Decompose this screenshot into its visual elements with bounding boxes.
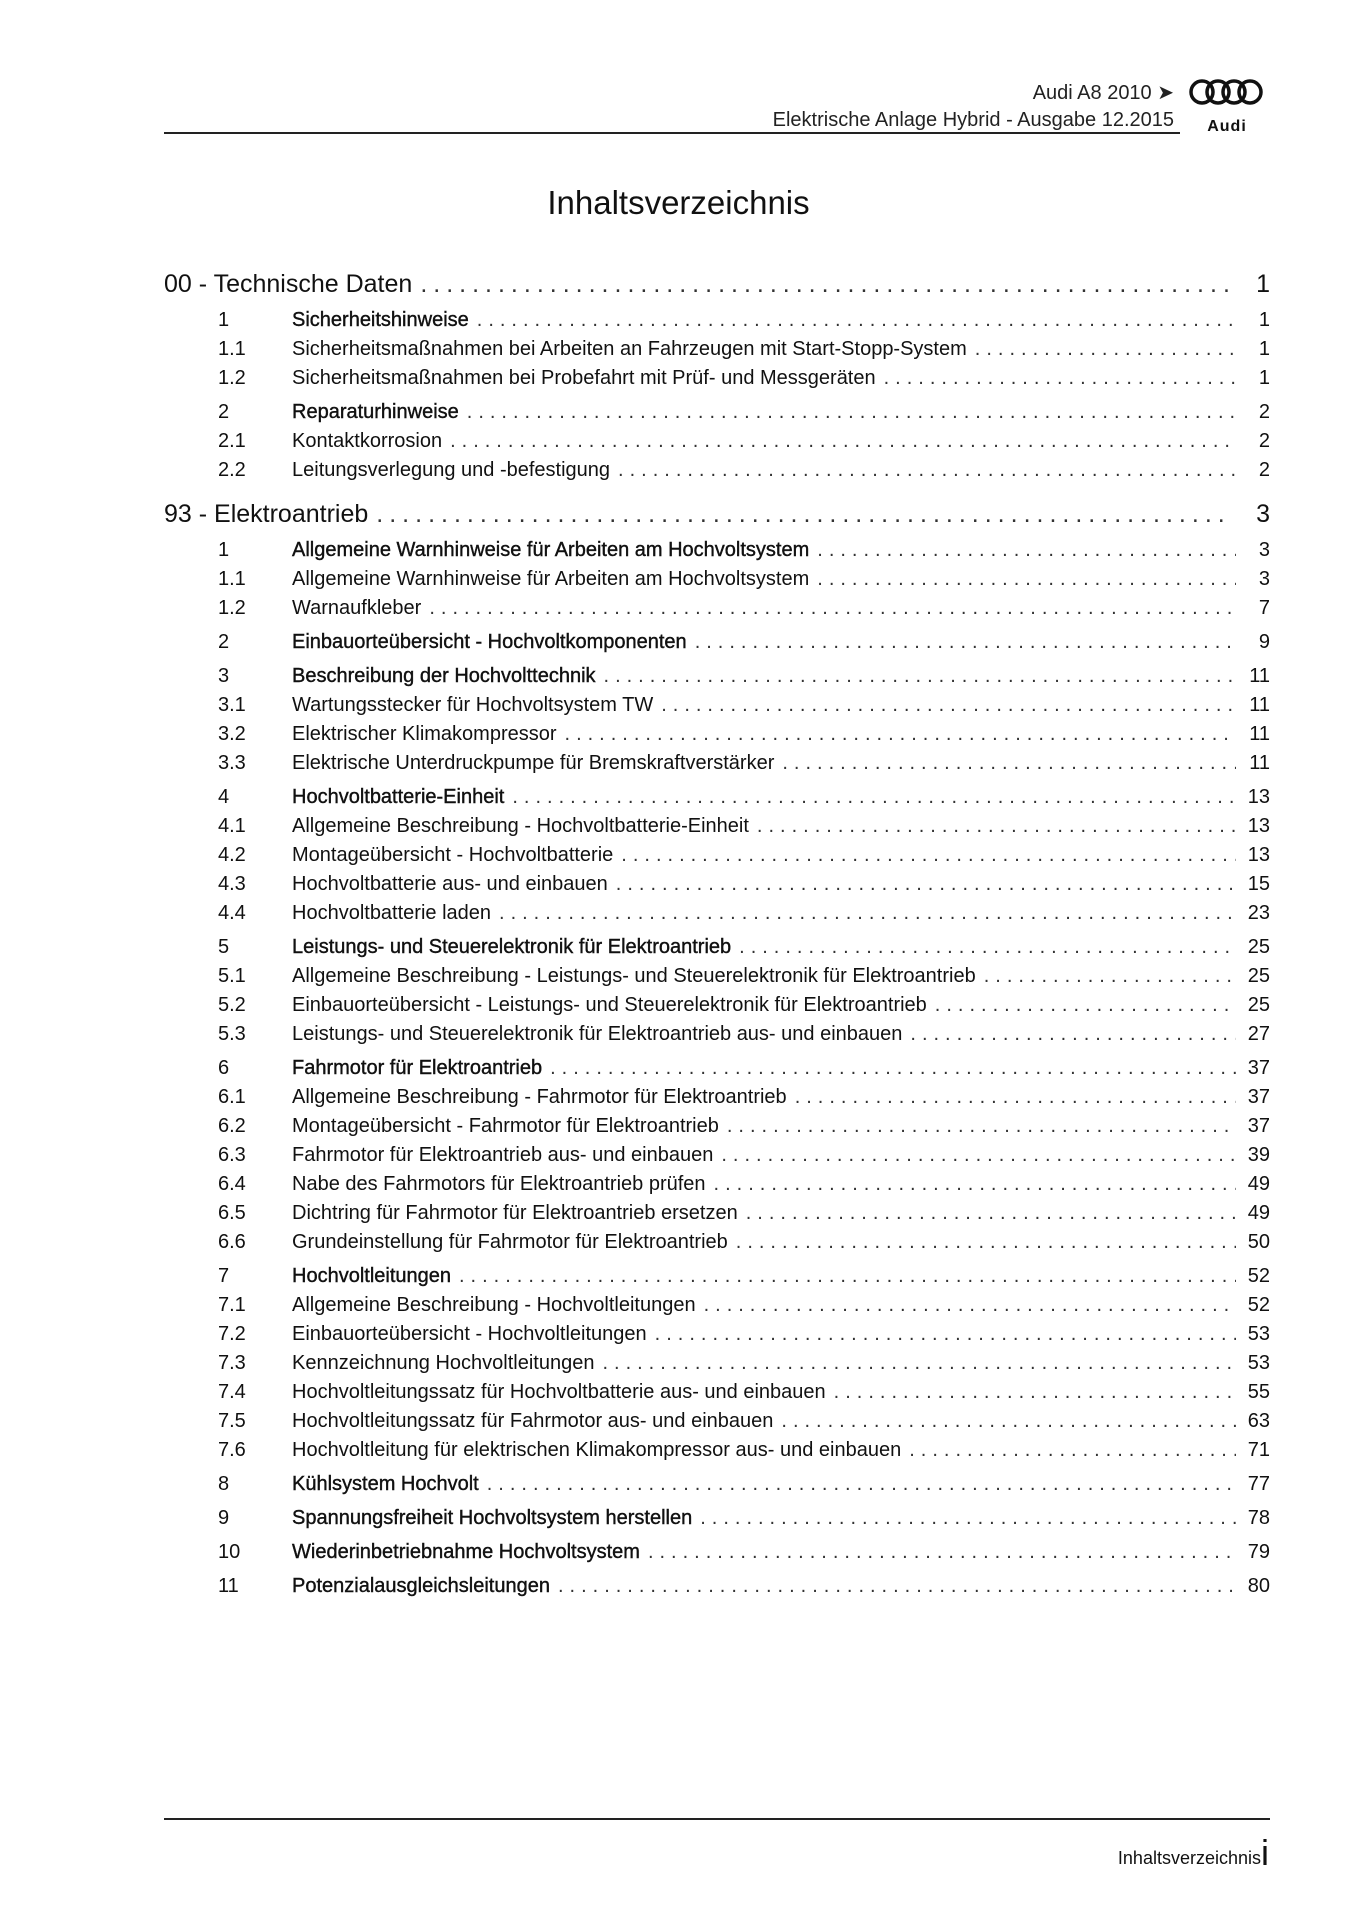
dot-leader [884, 364, 1236, 393]
entry-number: 1 [218, 539, 230, 561]
dot-leader [655, 1320, 1236, 1349]
entry-title: Allgemeine Warnhinweise für Arbeiten am Hochvoltsystem [292, 539, 810, 561]
toc-entry[interactable] [218, 1170, 1270, 1199]
entry-number: 7.5 [218, 1410, 246, 1432]
entry-page-number: 13 [1247, 815, 1270, 837]
toc-entry[interactable] [218, 1470, 1270, 1499]
toc-entry[interactable] [218, 306, 1270, 335]
toc-section-heading[interactable] [164, 492, 1270, 536]
toc-entry[interactable] [218, 1436, 1270, 1465]
entry-title: Elektrische Unterdruckpumpe für Bremskraftverstärker [292, 752, 775, 774]
header-text [773, 80, 1174, 134]
footer-label: Inhaltsverzeichnis [1117, 1848, 1261, 1868]
entry-title: Sicherheitsmaßnahmen bei Arbeiten an Fahrzeugen mit Start-Stopp-System [292, 338, 967, 360]
entry-page-number: 49 [1247, 1173, 1270, 1195]
entry-number: 4 [218, 786, 230, 808]
entry-title: Elektrischer Klimakompressor [292, 723, 557, 745]
dot-leader [376, 492, 1232, 536]
section-page-number: 1 [1256, 270, 1270, 298]
entry-title: Einbauorteübersicht - Hochvoltkomponenten [292, 631, 687, 653]
toc-entry[interactable] [218, 1083, 1270, 1112]
dot-leader [975, 335, 1236, 364]
toc-entry[interactable] [218, 456, 1270, 485]
entry-number: 6.2 [218, 1115, 246, 1137]
entry-page-number: 39 [1247, 1144, 1270, 1166]
toc-entry[interactable] [218, 962, 1270, 991]
toc-entry[interactable] [218, 1572, 1270, 1601]
dot-leader [757, 812, 1236, 841]
entry-number: 9 [218, 1507, 230, 1529]
toc-entry[interactable] [218, 933, 1270, 962]
entry-page-number: 78 [1247, 1507, 1270, 1529]
entry-page-number: 1 [1258, 338, 1270, 360]
entry-title: Potenzialausgleichsleitungen [292, 1575, 550, 1597]
entry-title: Leitungsverlegung und -befestigung [292, 459, 611, 481]
entry-title: Hochvoltleitungssatz für Hochvoltbatterie aus- und einbauen [292, 1381, 826, 1403]
entry-number: 5.2 [218, 994, 246, 1016]
entry-number: 7.6 [218, 1439, 246, 1461]
header-model: Audi A8 2010 ➤ [1032, 82, 1174, 104]
dot-leader [984, 962, 1236, 991]
entry-page-number: 9 [1258, 631, 1270, 653]
entry-title: Allgemeine Beschreibung - Hochvoltleitungen [292, 1294, 696, 1316]
section-page-number: 3 [1256, 500, 1270, 528]
entry-title: Hochvoltbatterie aus- und einbauen [292, 873, 608, 895]
entry-title: Montageübersicht - Hochvoltbatterie [292, 844, 614, 866]
dot-leader [935, 991, 1236, 1020]
entry-number: 6.4 [218, 1173, 246, 1195]
dot-leader [661, 691, 1236, 720]
dot-leader [909, 1436, 1236, 1465]
entry-number: 4.1 [218, 815, 246, 837]
entry-number: 2 [218, 631, 230, 653]
dot-leader [727, 1112, 1236, 1141]
entry-page-number: 25 [1247, 936, 1270, 958]
entry-page-number: 23 [1247, 902, 1270, 924]
dot-leader [550, 1054, 1236, 1083]
toc-entry[interactable] [218, 783, 1270, 812]
entry-number: 3.1 [218, 694, 246, 716]
toc-entry[interactable] [218, 1262, 1270, 1291]
entry-page-number: 55 [1247, 1381, 1270, 1403]
entry-number: 1.1 [218, 338, 246, 360]
entry-page-number: 52 [1247, 1294, 1270, 1316]
dot-leader [487, 1470, 1236, 1499]
toc-entry-list [164, 536, 1270, 1601]
toc-entry[interactable] [218, 1020, 1270, 1049]
footer-rule [164, 1818, 1270, 1820]
entry-title: Hochvoltbatterie-Einheit [292, 786, 505, 808]
toc-entry[interactable] [218, 841, 1270, 870]
entry-number: 1.2 [218, 367, 246, 389]
entry-page-number: 79 [1247, 1541, 1270, 1563]
dot-leader [910, 1020, 1236, 1049]
entry-number: 6.5 [218, 1202, 246, 1224]
entry-title: Sicherheitsmaßnahmen bei Probefahrt mit Prüf- und Messgeräten [292, 367, 876, 389]
entry-number: 11 [218, 1575, 239, 1597]
entry-number: 1.1 [218, 568, 246, 590]
dot-leader [618, 456, 1236, 485]
toc-entry[interactable] [218, 1320, 1270, 1349]
entry-page-number: 11 [1249, 694, 1270, 716]
dot-leader [695, 628, 1236, 657]
entry-page-number: 53 [1247, 1323, 1270, 1345]
toc-entry[interactable] [218, 1538, 1270, 1567]
entry-page-number: 11 [1249, 723, 1270, 745]
entry-title: Allgemeine Beschreibung - Hochvoltbatterie-Einheit [292, 815, 749, 837]
entry-page-number: 1 [1258, 367, 1270, 389]
dot-leader [834, 1378, 1236, 1407]
dot-leader [459, 1262, 1236, 1291]
entry-number: 3 [218, 665, 230, 687]
dot-leader [714, 1170, 1236, 1199]
entry-title: Sicherheitshinweise [292, 309, 469, 331]
entry-number: 6.3 [218, 1144, 246, 1166]
entry-number: 6.6 [218, 1231, 246, 1253]
entry-page-number: 52 [1247, 1265, 1270, 1287]
toc-entry[interactable] [218, 991, 1270, 1020]
toc-entry[interactable] [218, 1112, 1270, 1141]
header-rule [164, 132, 1180, 134]
entry-title: Leistungs- und Steuerelektronik für Elektroantrieb [292, 936, 732, 958]
entry-page-number: 53 [1247, 1352, 1270, 1374]
toc-entry[interactable] [218, 1407, 1270, 1436]
dot-leader [467, 398, 1236, 427]
dot-leader [616, 870, 1236, 899]
entry-page-number: 25 [1247, 965, 1270, 987]
entry-title: Einbauorteübersicht - Leistungs- und Steuerelektronik für Elektroantrieb [292, 994, 927, 1016]
toc-entry[interactable] [218, 536, 1270, 565]
entry-title: Hochvoltleitungssatz für Fahrmotor aus- und einbauen [292, 1410, 774, 1432]
toc-entry[interactable] [218, 720, 1270, 749]
entry-title: Einbauorteübersicht - Hochvoltleitungen [292, 1323, 647, 1345]
dot-leader [781, 1407, 1236, 1436]
entry-title: Dichtring für Fahrmotor für Elektroantrieb ersetzen [292, 1202, 738, 1224]
dot-leader [604, 662, 1236, 691]
dot-leader [746, 1199, 1236, 1228]
entry-title: Wartungsstecker für Hochvoltsystem TW [292, 694, 654, 716]
entry-title: Fahrmotor für Elektroantrieb aus- und einbauen [292, 1144, 714, 1166]
entry-title: Leistungs- und Steuerelektronik für Elektroantrieb aus- und einbauen [292, 1023, 903, 1045]
table-of-contents [164, 262, 1270, 1608]
entry-page-number: 2 [1258, 401, 1270, 423]
entry-title: Kennzeichnung Hochvoltleitungen [292, 1352, 595, 1374]
entry-number: 5 [218, 936, 230, 958]
entry-title: Kontaktkorrosion [292, 430, 443, 452]
toc-entry[interactable] [218, 1199, 1270, 1228]
dot-leader [429, 594, 1236, 623]
entry-title: Allgemeine Warnhinweise für Arbeiten am Hochvoltsystem [292, 568, 810, 590]
entry-page-number: 2 [1258, 459, 1270, 481]
logo-wordmark: Audi [1207, 118, 1247, 135]
dot-leader [648, 1538, 1236, 1567]
entry-page-number: 2 [1258, 430, 1270, 452]
entry-title: Allgemeine Beschreibung - Fahrmotor für Elektroantrieb [292, 1086, 787, 1108]
entry-number: 8 [218, 1473, 230, 1495]
toc-entry[interactable] [218, 899, 1270, 928]
entry-page-number: 25 [1247, 994, 1270, 1016]
section-title: 93 - Elektroantrieb [164, 500, 369, 528]
toc-entry-list [164, 306, 1270, 485]
dot-leader [450, 427, 1236, 456]
entry-page-number: 11 [1249, 665, 1270, 687]
toc-entry[interactable] [218, 662, 1270, 691]
entry-page-number: 27 [1247, 1023, 1270, 1045]
audi-rings-icon [1184, 78, 1270, 110]
header-subtitle: Elektrische Anlage Hybrid - Ausgabe 12.2015 [772, 109, 1174, 131]
entry-number: 2.1 [218, 430, 246, 452]
page-title: Inhaltsverzeichnis [547, 184, 810, 221]
entry-page-number: 37 [1247, 1086, 1270, 1108]
dot-leader [736, 1228, 1236, 1257]
entry-title: Kühlsystem Hochvolt [292, 1473, 479, 1495]
dot-leader [558, 1572, 1236, 1601]
dot-leader [739, 933, 1236, 962]
entry-number: 7.4 [218, 1381, 246, 1403]
entry-number: 4.3 [218, 873, 246, 895]
dot-leader [477, 306, 1236, 335]
footer-page-number: i [1261, 1832, 1269, 1873]
dot-leader [817, 565, 1236, 594]
entry-page-number: 7 [1258, 597, 1270, 619]
entry-number: 4.4 [218, 902, 246, 924]
entry-title: Spannungsfreiheit Hochvoltsystem herstellen [292, 1507, 693, 1529]
toc-entry[interactable] [218, 1378, 1270, 1407]
toc-section [164, 262, 1270, 485]
entry-page-number: 49 [1247, 1202, 1270, 1224]
entry-title: Beschreibung der Hochvolttechnik [292, 665, 596, 687]
toc-entry[interactable] [218, 749, 1270, 778]
audi-logo [1184, 78, 1270, 134]
dot-leader [721, 1141, 1236, 1170]
entry-title: Warnaufkleber [292, 597, 422, 619]
toc-entry[interactable] [218, 628, 1270, 657]
toc-entry[interactable] [218, 335, 1270, 364]
dot-leader [602, 1349, 1236, 1378]
toc-entry[interactable] [218, 1291, 1270, 1320]
entry-number: 7.2 [218, 1323, 246, 1345]
entry-number: 7.1 [218, 1294, 246, 1316]
entry-title: Allgemeine Beschreibung - Leistungs- und Steuerelektronik für Elektroantrieb [292, 965, 976, 987]
entry-page-number: 77 [1247, 1473, 1270, 1495]
entry-title: Montageübersicht - Fahrmotor für Elektroantrieb [292, 1115, 719, 1137]
entry-page-number: 13 [1247, 844, 1270, 866]
toc-entry[interactable] [218, 1141, 1270, 1170]
dot-leader [817, 536, 1236, 565]
toc-entry[interactable] [218, 364, 1270, 393]
entry-number: 6 [218, 1057, 230, 1079]
entry-page-number: 50 [1247, 1231, 1270, 1253]
entry-page-number: 3 [1258, 539, 1270, 561]
entry-number: 7.3 [218, 1352, 246, 1374]
entry-number: 10 [218, 1541, 241, 1563]
entry-number: 3.3 [218, 752, 246, 774]
entry-title: Hochvoltbatterie laden [292, 902, 492, 924]
entry-page-number: 1 [1258, 309, 1270, 331]
dot-leader [499, 899, 1236, 928]
dot-leader [782, 749, 1236, 778]
entry-number: 2 [218, 401, 230, 423]
entry-page-number: 11 [1249, 752, 1270, 774]
section-title: 00 - Technische Daten [164, 270, 413, 298]
entry-number: 2.2 [218, 459, 246, 481]
entry-number: 5.3 [218, 1023, 246, 1045]
toc-entry[interactable] [218, 427, 1270, 456]
toc-entry[interactable] [218, 870, 1270, 899]
dot-leader [420, 262, 1232, 306]
entry-title: Fahrmotor für Elektroantrieb [292, 1057, 543, 1079]
toc-entry[interactable] [218, 398, 1270, 427]
dot-leader [700, 1504, 1236, 1533]
entry-number: 1 [218, 309, 230, 331]
entry-number: 1.2 [218, 597, 246, 619]
entry-title: Grundeinstellung für Fahrmotor für Elektroantrieb [292, 1231, 728, 1253]
entry-page-number: 71 [1247, 1439, 1270, 1461]
entry-page-number: 3 [1258, 568, 1270, 590]
dot-leader [512, 783, 1236, 812]
entry-title: Nabe des Fahrmotors für Elektroantrieb prüfen [292, 1173, 706, 1195]
dot-leader [704, 1291, 1236, 1320]
entry-number: 4.2 [218, 844, 246, 866]
toc-section [164, 492, 1270, 1601]
entry-title: Hochvoltleitung für elektrischen Klimakompressor aus- und einbauen [292, 1439, 902, 1461]
entry-number: 6.1 [218, 1086, 246, 1108]
entry-page-number: 80 [1247, 1575, 1270, 1597]
toc-entry[interactable] [218, 1228, 1270, 1257]
dot-leader [565, 720, 1236, 749]
entry-page-number: 63 [1247, 1410, 1270, 1432]
toc-entry[interactable] [218, 565, 1270, 594]
toc-entry[interactable] [218, 1054, 1270, 1083]
entry-title: Wiederinbetriebnahme Hochvoltsystem [292, 1541, 640, 1563]
dot-leader [621, 841, 1236, 870]
entry-number: 3.2 [218, 723, 246, 745]
entry-title: Hochvoltleitungen [292, 1265, 451, 1287]
toc-entry[interactable] [218, 812, 1270, 841]
entry-number: 5.1 [218, 965, 246, 987]
entry-page-number: 13 [1247, 786, 1270, 808]
entry-title: Reparaturhinweise [292, 401, 459, 423]
entry-page-number: 15 [1247, 873, 1270, 895]
entry-page-number: 37 [1247, 1115, 1270, 1137]
dot-leader [795, 1083, 1236, 1112]
entry-page-number: 37 [1247, 1057, 1270, 1079]
toc-entry[interactable] [218, 691, 1270, 720]
page-header [164, 70, 1270, 136]
toc-entry[interactable] [218, 1349, 1270, 1378]
toc-entry[interactable] [218, 1504, 1270, 1533]
toc-entry[interactable] [218, 594, 1270, 623]
toc-section-heading[interactable] [164, 262, 1270, 306]
entry-number: 7 [218, 1265, 230, 1287]
